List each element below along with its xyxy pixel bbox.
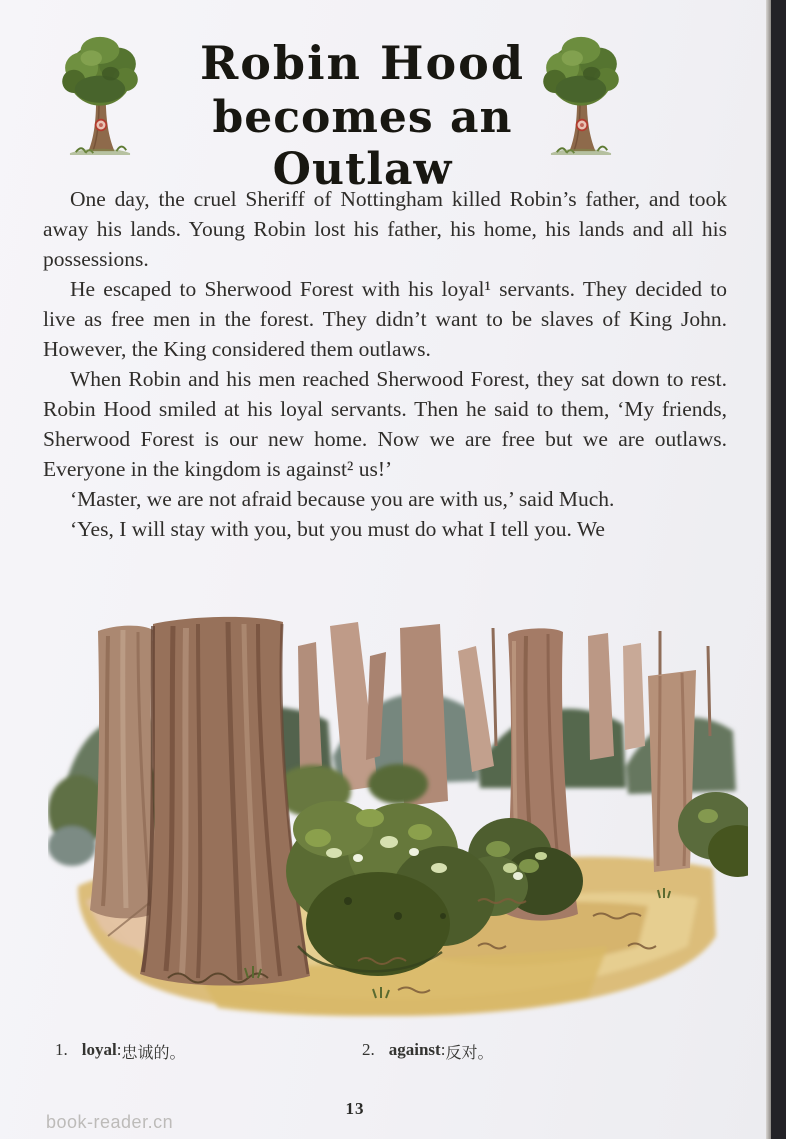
footnote-term: loyal — [81, 1040, 117, 1059]
page-number: 13 — [345, 1099, 365, 1118]
story-paragraph: One day, the cruel Sheriff of Nottingham killed Robin’s father, and took away his lands. Young Robin lost his father, his home, his lands and all his possessions. — [43, 187, 727, 271]
forest-illustration — [48, 616, 748, 1026]
chapter-title — [125, 34, 600, 196]
story-paragraph: When Robin and his men reached Sherwood Forest, they sat down to rest. Robin Hood smiled at his loyal servants. Then he said to them, ‘My friends, Sherwood Forest is our new home. Now we are free but we are outlaws. Everyone in the kingdom is against² us!’ — [43, 367, 727, 481]
footnote — [362, 1040, 493, 1063]
footnote — [55, 1040, 362, 1063]
chapter-title-line2: becomes an Outlaw — [212, 92, 513, 195]
footnote-number: 1. — [55, 1040, 68, 1059]
scan-background-edge — [771, 0, 786, 1139]
story-paragraph: ‘Master, we are not afraid because you are with us,’ said Much. — [70, 487, 615, 511]
story-text — [43, 184, 727, 544]
footnote-colon: : — [116, 1040, 122, 1059]
footnote-number: 2. — [362, 1040, 375, 1059]
footnote-definition: 忠诚的。 — [121, 1043, 186, 1062]
main-foreground-trunk — [140, 617, 310, 986]
footnote-term: against — [388, 1040, 441, 1059]
watermark: book-reader.cn — [46, 1112, 174, 1132]
story-paragraph: ‘Yes, I will stay with you, but you must do what I tell you. We — [70, 517, 605, 541]
footnote-definition: 反对。 — [445, 1043, 494, 1062]
footnote-colon: : — [440, 1040, 446, 1059]
story-paragraph: He escaped to Sherwood Forest with his loyal¹ servants. They decided to live as free men in the forest. They didn’t want to be slaves of King John. However, the King considered them outlaws. — [43, 277, 727, 361]
chapter-title-line1: Robin Hood — [200, 36, 525, 90]
footnotes — [55, 1040, 735, 1063]
